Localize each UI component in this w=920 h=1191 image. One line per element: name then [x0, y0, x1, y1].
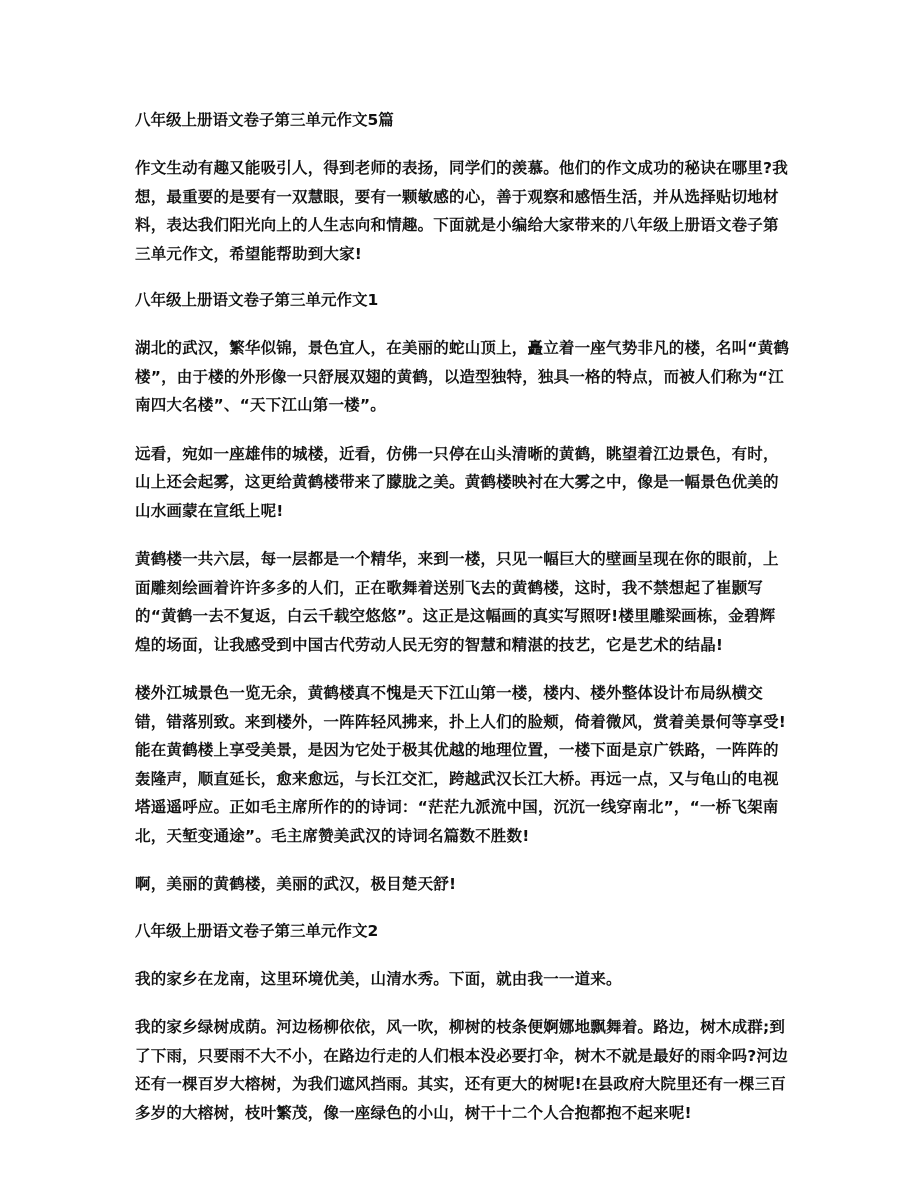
paragraph: 我的家乡绿树成荫。河边杨柳依依，风一吹，柳树的枝条便婀娜地飘舞着。路边，树木成群;到了下雨，只要雨不大不小，在路边行走的人们根本没必要打伞，树木不就是最好的雨伞吗?河边还有一棵百岁大榕树，为我们遮风挡雨。其实，还有更大的树呢!在县政府大院里还有一棵三百多岁的大榕树，枝叶繁茂，像一座绿色的小山，树干十二个人合抱都抱不起来呢! [135, 1018, 788, 1122]
paragraph: 远看，宛如一座雄伟的城楼，近看，仿佛一只停在山头清晰的黄鹤，眺望着江边景色，有时，山上还会起雾，这更给黄鹤楼带来了朦胧之美。黄鹤楼映衬在大雾之中，像是一幅景色优美的山水画蒙在宣纸上呢! [135, 444, 779, 520]
paragraph: 啊，美丽的黄鹤楼，美丽的武汉，极目楚天舒! [135, 875, 457, 893]
section-2-heading: 八年级上册语文卷子第三单元作文2 [135, 921, 379, 940]
paragraph: 湖北的武汉，繁华似锦，景色宜人，在美丽的蛇山顶上，矗立着一座气势非凡的楼，名叫“黄鹤楼”，由于楼的外形像一只舒展双翅的黄鹤，以造型独特，独具一格的特点，而被人们称为“江南四大名楼”、“天下江山第一楼”。 [135, 339, 790, 414]
intro-paragraph: 作文生动有趣又能吸引人，得到老师的表扬，同学们的羡慕。他们的作文成功的秘诀在哪里?我想，最重要的是要有一双慧眼，要有一颗敏感的心，善于观察和感悟生活，并从选择贴切地材料，表达我们阳光向上的人生志向和情趣。下面就是小编给大家带来的八年级上册语文卷子第三单元作文，希望能帮助到大家! [135, 159, 788, 263]
paragraph: 楼外江城景色一览无余，黄鹤楼真不愧是天下江山第一楼，楼内、楼外整体设计布局纵横交错，错落别致。来到楼外，一阵阵轻风拂来，扑上人们的脸颊，倚着微风，赏着美景何等享受!能在黄鹤楼上享受美景，是因为它处于极其优越的地理位置，一楼下面是京广铁路，一阵阵的轰隆声，顺直延长，愈来愈远，与长江交汇，跨越武汉长江大桥。再远一点，又与龟山的电视塔遥遥呼应。正如毛主席所作的的诗词：“茫茫九派流中国，沉沉一线穿南北”，“一桥飞架南北，天堑变通途”。毛主席赞美武汉的诗词名篇数不胜数! [135, 684, 786, 845]
document-title: 八年级上册语文卷子第三单元作文5篇 [135, 111, 394, 129]
section-1-heading: 八年级上册语文卷子第三单元作文1 [135, 291, 379, 309]
paragraph: 我的家乡在龙南，这里环境优美，山清水秀。下面，就由我一一道来。 [135, 969, 622, 988]
paragraph: 黄鹤楼一共六层，每一层都是一个精华，来到一楼，只见一幅巨大的壁画呈现在你的眼前，上面雕刻绘画着许许多多的人们，正在歌舞着送别飞去的黄鹤楼，这时，我不禁想起了崔颢写的“黄鹤一去不复返，白云千载空悠悠”。这正是这幅画的真实写照呀!楼里雕梁画栋，金碧辉煌的场面，让我感受到中国古代劳动人民无穷的智慧和精湛的技艺，它是艺术的结晶! [135, 550, 779, 654]
